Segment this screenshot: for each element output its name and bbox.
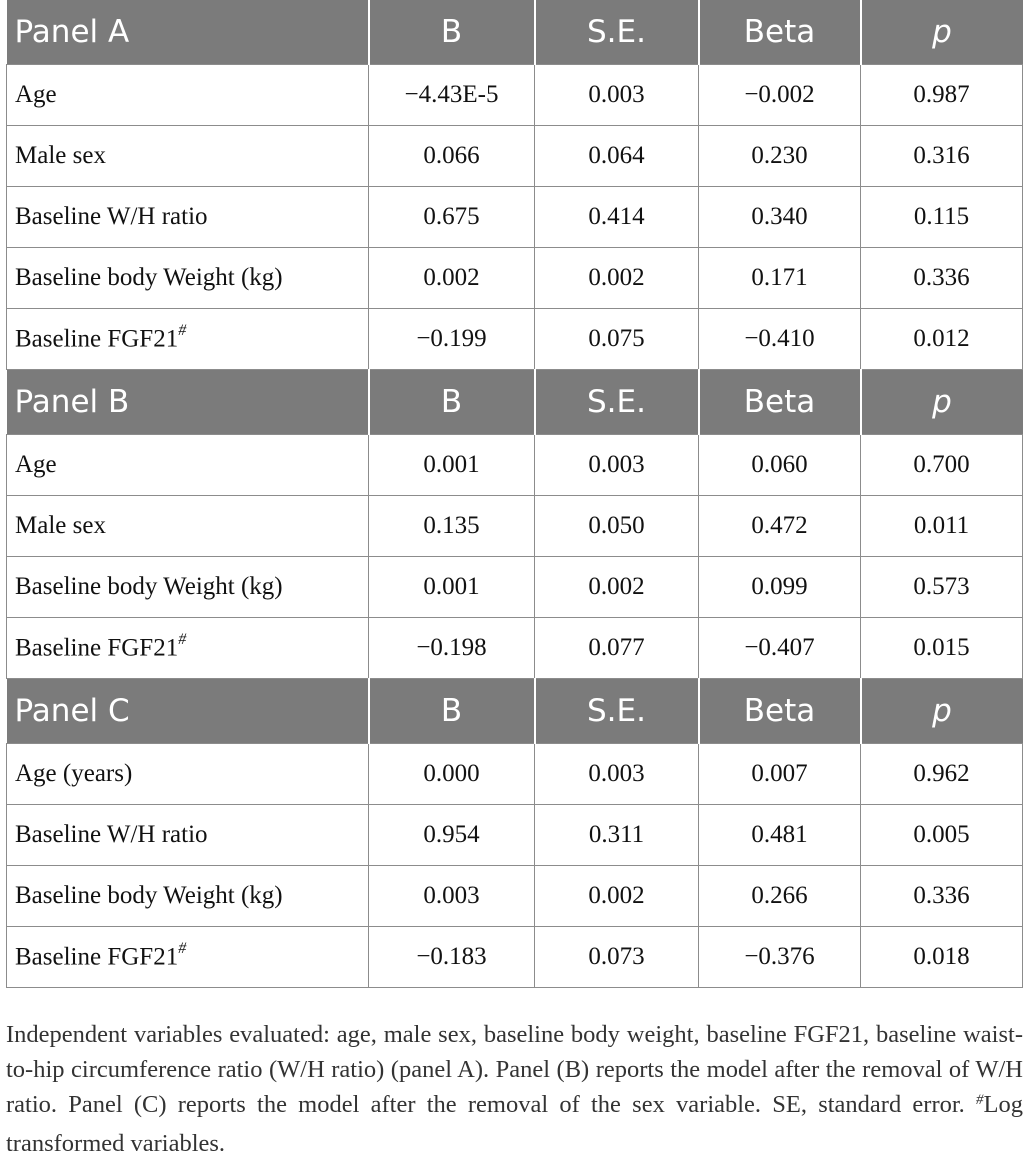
variable-label: Age xyxy=(15,81,57,108)
table-row xyxy=(7,557,1023,618)
table-row xyxy=(7,866,1023,927)
value-cell-p: 0.015 xyxy=(861,618,1023,679)
value-cell-beta: 0.230 xyxy=(699,126,861,187)
column-header-p: p xyxy=(861,679,1023,744)
value-cell-b: 0.002 xyxy=(369,248,535,309)
variable-name-cell xyxy=(7,805,369,866)
column-header-se: S.E. xyxy=(535,370,699,435)
variable-label: Baseline FGF21 xyxy=(15,634,179,662)
value-cell-beta: −0.376 xyxy=(699,927,861,988)
value-cell-b: 0.003 xyxy=(369,866,535,927)
regression-table xyxy=(6,0,1023,988)
value-cell-b: 0.135 xyxy=(369,496,535,557)
column-header-p: p xyxy=(861,0,1023,65)
value-cell-beta: −0.002 xyxy=(699,65,861,126)
value-cell-p: 0.005 xyxy=(861,805,1023,866)
value-cell-se: 0.075 xyxy=(535,309,699,370)
table-row xyxy=(7,744,1023,805)
value-cell-b: 0.001 xyxy=(369,557,535,618)
value-cell-b: −0.183 xyxy=(369,927,535,988)
value-cell-beta: 0.171 xyxy=(699,248,861,309)
variable-name-cell xyxy=(7,744,369,805)
table-row xyxy=(7,309,1023,370)
column-header-se: S.E. xyxy=(535,679,699,744)
value-cell-p: 0.012 xyxy=(861,309,1023,370)
variable-name-cell xyxy=(7,248,369,309)
log-transform-mark: # xyxy=(178,322,187,340)
variable-label: Baseline body Weight (kg) xyxy=(15,573,283,600)
value-cell-se: 0.414 xyxy=(535,187,699,248)
value-cell-p: 0.700 xyxy=(861,435,1023,496)
variable-label: Age (years) xyxy=(15,760,133,787)
value-cell-beta: 0.266 xyxy=(699,866,861,927)
footnote-text: Independent variables evaluated: age, male sex, baseline body weight, baseline FGF21, baseline waist-to-hip circumference ratio (W/H ratio) (panel A). Panel (B) reports the model after the removal of W/H ratio. Panel (C) reports the model after the removal of the sex variable. SE, standard error. xyxy=(6,1021,1023,1118)
value-cell-beta: 0.340 xyxy=(699,187,861,248)
value-cell-b: 0.675 xyxy=(369,187,535,248)
variable-name-cell xyxy=(7,557,369,618)
regression-table-container xyxy=(6,0,1022,988)
variable-label: Baseline W/H ratio xyxy=(15,821,208,848)
variable-label: Baseline body Weight (kg) xyxy=(15,882,283,909)
value-cell-b: 0.001 xyxy=(369,435,535,496)
table-row xyxy=(7,496,1023,557)
table-row xyxy=(7,435,1023,496)
value-cell-b: 0.954 xyxy=(369,805,535,866)
table-row xyxy=(7,248,1023,309)
table-row xyxy=(7,618,1023,679)
panel-header-row xyxy=(7,370,1023,435)
table-footnote xyxy=(6,1017,1023,1161)
value-cell-beta: −0.410 xyxy=(699,309,861,370)
column-header-b: B xyxy=(369,0,535,65)
value-cell-p: 0.336 xyxy=(861,866,1023,927)
value-cell-se: 0.077 xyxy=(535,618,699,679)
value-cell-b: −0.199 xyxy=(369,309,535,370)
panel-title: Panel B xyxy=(7,370,369,435)
value-cell-b: −4.43E-5 xyxy=(369,65,535,126)
column-header-se: S.E. xyxy=(535,0,699,65)
column-header-b: B xyxy=(369,679,535,744)
value-cell-p: 0.018 xyxy=(861,927,1023,988)
value-cell-p: 0.573 xyxy=(861,557,1023,618)
value-cell-p: 0.316 xyxy=(861,126,1023,187)
variable-label: Baseline FGF21 xyxy=(15,325,179,353)
footnote-mark: # xyxy=(976,1092,984,1108)
variable-name-cell xyxy=(7,618,369,679)
value-cell-se: 0.003 xyxy=(535,435,699,496)
variable-label: Male sex xyxy=(15,512,106,539)
variable-label: Male sex xyxy=(15,142,106,169)
log-transform-mark: # xyxy=(178,940,187,958)
value-cell-se: 0.064 xyxy=(535,126,699,187)
variable-label: Baseline W/H ratio xyxy=(15,203,208,230)
value-cell-se: 0.073 xyxy=(535,927,699,988)
column-header-beta: Beta xyxy=(699,679,861,744)
value-cell-p: 0.987 xyxy=(861,65,1023,126)
column-header-beta: Beta xyxy=(699,0,861,65)
table-row xyxy=(7,805,1023,866)
value-cell-p: 0.115 xyxy=(861,187,1023,248)
panel-header-row xyxy=(7,0,1023,65)
value-cell-se: 0.002 xyxy=(535,248,699,309)
value-cell-beta: 0.481 xyxy=(699,805,861,866)
value-cell-se: 0.003 xyxy=(535,744,699,805)
value-cell-b: 0.066 xyxy=(369,126,535,187)
value-cell-se: 0.050 xyxy=(535,496,699,557)
table-row xyxy=(7,126,1023,187)
column-header-beta: Beta xyxy=(699,370,861,435)
variable-name-cell xyxy=(7,126,369,187)
variable-label: Baseline FGF21 xyxy=(15,943,179,971)
panel-header-row xyxy=(7,679,1023,744)
value-cell-beta: 0.099 xyxy=(699,557,861,618)
panel-title: Panel A xyxy=(7,0,369,65)
value-cell-se: 0.003 xyxy=(535,65,699,126)
column-header-b: B xyxy=(369,370,535,435)
value-cell-se: 0.311 xyxy=(535,805,699,866)
value-cell-b: 0.000 xyxy=(369,744,535,805)
value-cell-p: 0.962 xyxy=(861,744,1023,805)
value-cell-se: 0.002 xyxy=(535,557,699,618)
table-row xyxy=(7,187,1023,248)
panel-title: Panel C xyxy=(7,679,369,744)
table-row xyxy=(7,65,1023,126)
footnote-mark-text: Log transformed variables. xyxy=(6,1091,1023,1157)
value-cell-beta: 0.472 xyxy=(699,496,861,557)
value-cell-beta: 0.007 xyxy=(699,744,861,805)
value-cell-p: 0.336 xyxy=(861,248,1023,309)
variable-name-cell xyxy=(7,65,369,126)
variable-label: Baseline body Weight (kg) xyxy=(15,264,283,291)
column-header-p: p xyxy=(861,370,1023,435)
variable-name-cell xyxy=(7,435,369,496)
value-cell-beta: 0.060 xyxy=(699,435,861,496)
value-cell-b: −0.198 xyxy=(369,618,535,679)
variable-name-cell xyxy=(7,927,369,988)
value-cell-se: 0.002 xyxy=(535,866,699,927)
value-cell-p: 0.011 xyxy=(861,496,1023,557)
variable-name-cell xyxy=(7,496,369,557)
table-row xyxy=(7,927,1023,988)
log-transform-mark: # xyxy=(178,631,187,649)
value-cell-beta: −0.407 xyxy=(699,618,861,679)
variable-name-cell xyxy=(7,187,369,248)
variable-name-cell xyxy=(7,309,369,370)
variable-label: Age xyxy=(15,451,57,478)
table-body xyxy=(7,0,1023,988)
variable-name-cell xyxy=(7,866,369,927)
